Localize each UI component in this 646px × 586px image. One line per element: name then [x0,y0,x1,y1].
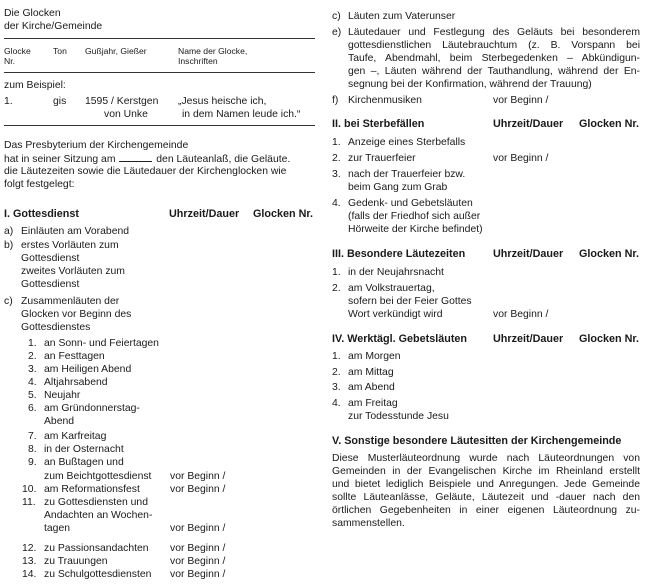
section2-title: II. bei Sterbefällen [332,118,425,130]
section2-col-bells: Glocken Nr. [579,118,640,130]
list-item-number: 3. [332,169,341,180]
before-start-14: vor Beginn / [170,569,226,580]
list-item: zu Gottesdiensten und [44,497,148,508]
list-item: am Heiligen Abend [44,364,132,375]
section3-before-start: vor Beginn / [493,309,549,320]
table-bottom-rule [4,125,315,126]
list-item-number: 2. [332,153,341,164]
list-item: am Abend [348,382,395,393]
section5-line6: sammenstellen. [332,518,405,529]
list-item: Hörweite der Kirche befindet) [348,224,483,235]
item-e-line4: gen –, Läuten während der Tauthandlung, während der En- [348,66,640,77]
list-item: in der Neujahrsnacht [348,267,444,278]
item-b-line2: Gottesdienst [21,253,80,264]
item-f-mark: f) [332,95,339,106]
section5-line4: sollte Läuteanlässe, Geläute, Läutezeit und -dauer nach den [332,492,640,503]
section4-title: IV. Werktägl. Gebetsläuten [332,333,468,345]
item-b-line1: erstes Vorläuten zum [21,240,119,251]
list-item-number: 14. [22,569,37,580]
item-c-line3: Gottesdienstes [21,322,91,333]
example-caster: von Unke [104,109,148,120]
list-item-number: 2. [332,367,341,378]
section1-col-bells: Glocken Nr. [253,208,314,220]
list-item-number: 1. [332,351,341,362]
list-item-number: 4. [28,377,37,388]
list-item: beim Gang zum Grab [348,182,448,193]
item-c-line2: Glocken vor Beginn des [21,309,132,320]
item-b-mark: b) [4,240,14,251]
before-start-12: vor Beginn / [170,543,226,554]
col-header-inscriptions: Inschriften [178,56,218,66]
list-item: am Freitag [348,398,398,409]
section2-before-start: vor Beginn / [493,153,549,164]
list-item-number: 1. [28,338,37,349]
list-item: sofern bei der Feier Gottes [348,296,472,307]
list-item-number: 4. [332,198,341,209]
list-item: am Morgen [348,351,401,362]
table-header-rule [4,72,315,73]
list-item: Anzeige eines Sterbefalls [348,137,466,148]
item-b-line3: zweites Vorläuten zum [21,266,125,277]
list-item: an Bußtagen und [44,457,124,468]
section4-col-bells: Glocken Nr. [579,333,640,345]
col-header-bell: Glocke [4,46,31,56]
list-item-number: 13. [22,556,37,567]
list-item: an Sonn- und Feiertagen [44,338,159,349]
section4-col-time: Uhrzeit/Dauer [493,333,564,345]
list-item-number: 12. [22,543,37,554]
intro-line3: die Läutezeiten sowie die Läutedauer der Kirchenglocken wie [4,166,287,177]
list-item: Gedenk- und Gebetsläuten [348,198,473,209]
list-item: am Reformationsfest [44,484,140,495]
list-item: zu Passionsandachten [44,543,149,554]
list-item-number: 3. [332,382,341,393]
list-item: Altjahrsabend [44,377,108,388]
col-header-cast: Gußjahr, Gießer [85,46,147,56]
example-tone: gis [53,96,67,107]
intro-line2: hat in seiner Sitzung am den Läuteanlaß, die Geläute. [4,154,291,165]
example-year: 1595 / Kerstgen [85,96,159,107]
list-item-number: 9. [28,457,37,468]
col-header-name: Name der Glocke, [178,46,248,56]
list-item: am Volkstrauertag, [348,283,435,294]
list-item: an Festtagen [44,351,105,362]
list-item-number: 1. [332,267,341,278]
col-header-bell-nr: Nr. [4,56,15,66]
list-item-number: 5. [28,390,37,401]
item-f: Kirchenmusiken [348,95,422,106]
item-e-line5: segnung bei der Konfirmation, während der Trauung) [348,79,592,90]
list-item: tagen [44,523,71,534]
section5-line2: Gemeinden in der Evangelischen Kirche im Rheinland erstellt [332,466,640,477]
section5-line1: Diese Musterläuteordnung wurde nach Läuteordnungen von [332,453,640,464]
list-item: Wort verkündigt wird [348,309,443,320]
col-header-tone: Ton [53,46,67,56]
item-a: Einläuten am Vorabend [21,226,130,237]
before-start-9: vor Beginn / [170,471,226,482]
item-e-line3: Taufe, Abendmahl, beim Sterbegedenken – Abkündigun- [348,53,640,64]
list-item-number: 11. [22,497,36,508]
section3-title: III. Besondere Läutezeiten [332,248,466,260]
list-item: am Karfreitag [44,431,107,442]
example-inscription1: „Jesus heische ich, [178,96,267,107]
section5-line5: örtlichen Gegebenheiten in einer eigenen Läuteordnung zu- [332,505,640,516]
example-nr: 1. [4,96,13,107]
list-item: am Mittag [348,367,394,378]
section5-title: V. Sonstige besondere Läutesitten der Kirchengemeinde [332,435,622,447]
item-e-line2: gottesdienstlichen Läutebrauchtum (z. B. Vorspann bei [348,40,640,51]
bells-title-line2: der Kirche/Gemeinde [4,21,103,32]
item-b-line4: Gottesdienst [21,279,80,290]
item-a-mark: a) [4,226,14,237]
before-start-13: vor Beginn / [170,556,226,567]
section1-title: I. Gottesdienst [4,208,79,220]
bells-title-line1: Die Glocken [4,8,61,19]
list-item-number: 8. [28,444,37,455]
item-e-line1: Läutedauer und Festlegung des Geläuts bei besonderem [348,27,640,38]
list-item: Neujahr [44,390,81,401]
list-item: (falls der Friedhof sich außer [348,211,481,222]
list-item: am Gründonnerstag- [44,403,140,414]
list-item: zur Trauerfeier [348,153,416,164]
intro-line1: Das Presbyterium der Kirchengemeinde [4,140,189,151]
item-c-right: Läuten zum Vaterunser [348,11,456,22]
section3-col-bells: Glocken Nr. [579,248,640,260]
list-item-number: 4. [332,398,341,409]
list-item: in der Osternacht [44,444,124,455]
list-item: zum Beichtgottesdienst [44,471,152,482]
item-c-mark: c) [4,296,13,307]
item-e-mark: e) [332,27,342,38]
intro-line4: folgt festgelegt: [4,179,75,190]
list-item-number: 2. [332,283,341,294]
item-c-mark-right: c) [332,11,341,22]
list-item: Andachten an Wochen- [44,510,153,521]
section3-col-time: Uhrzeit/Dauer [493,248,564,260]
table-top-rule [4,38,315,39]
list-item: zu Trauungen [44,556,108,567]
item-c-line1: Zusammenläuten der [21,296,120,307]
date-blank [119,152,152,162]
section2-col-time: Uhrzeit/Dauer [493,118,564,130]
list-item-number: 10. [22,484,37,495]
before-start-11: vor Beginn / [170,523,226,534]
before-start-10: vor Beginn / [170,484,226,495]
list-item-number: 2. [28,351,37,362]
list-item: zur Todesstunde Jesu [348,411,449,422]
list-item-number: 6. [28,403,37,414]
example-label: zum Beispiel: [4,80,66,91]
list-item: nach der Trauerfeier bzw. [348,169,466,180]
list-item-number: 7. [28,431,37,442]
list-item: zu Schulgottesdiensten [44,569,152,580]
section1-col-time: Uhrzeit/Dauer [169,208,240,220]
list-item: Abend [44,416,75,427]
item-f-before-start: vor Beginn / [493,95,549,106]
list-item-number: 3. [28,364,37,375]
example-inscription2: in dem Namen leude ich.“ [182,109,301,120]
section5-line3: und bietet lediglich Beispiele und Anregungen. Jede Gemeinde [332,479,640,490]
list-item-number: 1. [332,137,341,148]
